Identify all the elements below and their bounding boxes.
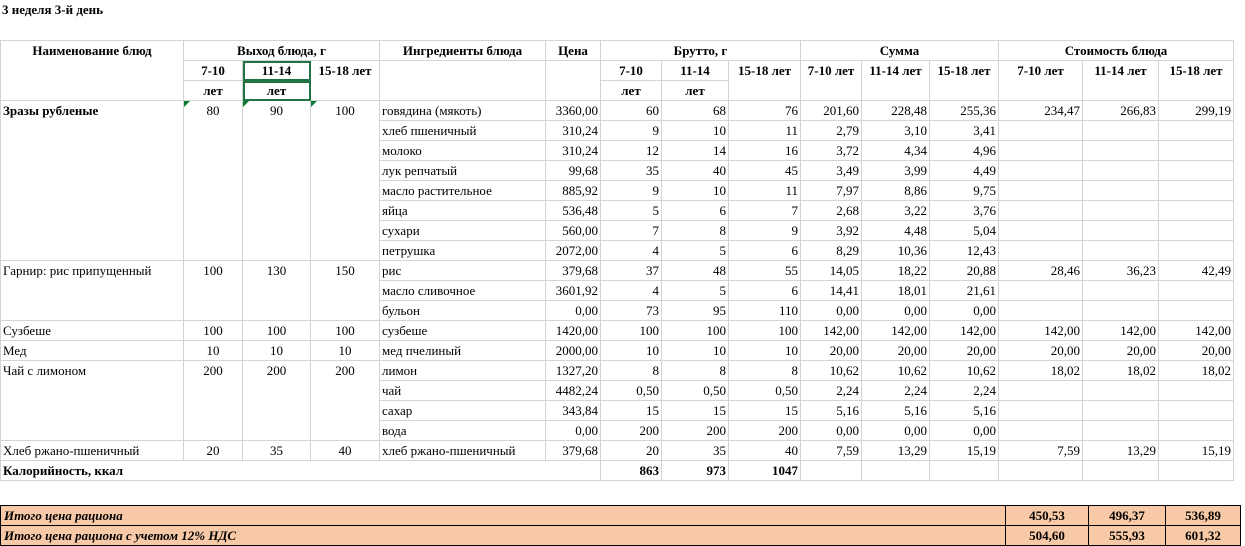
- sum-cell[interactable]: 3,41: [930, 121, 999, 141]
- ingredient-cell[interactable]: чай: [380, 381, 546, 401]
- ingredient-cell[interactable]: бульон: [380, 301, 546, 321]
- sum-cell[interactable]: 5,16: [862, 401, 930, 421]
- gross-cell[interactable]: 7: [729, 201, 801, 221]
- price-cell[interactable]: 379,68: [546, 441, 601, 461]
- gross-cell[interactable]: 100: [601, 321, 662, 341]
- dish-name-cell[interactable]: Чай с лимоном: [1, 361, 184, 441]
- cost-cell[interactable]: [1159, 201, 1234, 221]
- cost-cell[interactable]: 18,02: [999, 361, 1083, 381]
- empty-cell[interactable]: [1083, 461, 1159, 481]
- gross-cell[interactable]: 12: [601, 141, 662, 161]
- header-cost[interactable]: Стоимость блюда: [999, 41, 1234, 61]
- header-sum-age-1[interactable]: 7-10 лет: [801, 61, 862, 101]
- gross-cell[interactable]: 48: [662, 261, 729, 281]
- sum-cell[interactable]: 14,41: [801, 281, 862, 301]
- cost-cell[interactable]: 15,19: [1159, 441, 1234, 461]
- yield-cell[interactable]: 35: [243, 441, 311, 461]
- gross-cell[interactable]: 5: [601, 201, 662, 221]
- sum-cell[interactable]: 8,29: [801, 241, 862, 261]
- ingredient-cell[interactable]: хлеб пшеничный: [380, 121, 546, 141]
- gross-cell[interactable]: 100: [729, 321, 801, 341]
- sum-cell[interactable]: 2,24: [801, 381, 862, 401]
- ingredient-cell[interactable]: вода: [380, 421, 546, 441]
- sum-cell[interactable]: 3,76: [930, 201, 999, 221]
- gross-cell[interactable]: 14: [662, 141, 729, 161]
- yield-cell[interactable]: 100: [311, 321, 380, 341]
- totals-table: [0, 505, 1241, 546]
- sum-cell[interactable]: 2,68: [801, 201, 862, 221]
- empty-cell[interactable]: [999, 461, 1083, 481]
- empty-cell[interactable]: [930, 461, 999, 481]
- total-value-15-18[interactable]: 536,89: [1166, 506, 1241, 526]
- yield-cell[interactable]: 10: [184, 341, 243, 361]
- price-cell[interactable]: 99,68: [546, 161, 601, 181]
- header-gross-age-2-a[interactable]: 11-14: [662, 61, 729, 81]
- gross-cell[interactable]: 10: [662, 181, 729, 201]
- table-row: [1, 101, 1234, 121]
- calories-value[interactable]: 863: [601, 461, 662, 481]
- cost-cell[interactable]: 299,19: [1159, 101, 1234, 121]
- total-vat-value-15-18[interactable]: 601,32: [1166, 526, 1241, 546]
- sum-cell[interactable]: 10,36: [862, 241, 930, 261]
- sum-cell[interactable]: 3,92: [801, 221, 862, 241]
- table-row: [1, 361, 1234, 381]
- sum-cell[interactable]: 10,62: [801, 361, 862, 381]
- cost-cell[interactable]: [999, 241, 1083, 261]
- gross-cell[interactable]: 10: [662, 121, 729, 141]
- sum-cell[interactable]: 8,86: [862, 181, 930, 201]
- sum-cell[interactable]: 4,96: [930, 141, 999, 161]
- total-vat-value-11-14[interactable]: 555,93: [1089, 526, 1166, 546]
- ingredient-cell[interactable]: масло сливочное: [380, 281, 546, 301]
- table-row: [1, 341, 1234, 361]
- empty-cell[interactable]: [801, 461, 862, 481]
- ingredient-cell[interactable]: лук репчатый: [380, 161, 546, 181]
- price-cell[interactable]: 310,24: [546, 121, 601, 141]
- gross-cell[interactable]: 6: [662, 201, 729, 221]
- ingredient-cell[interactable]: говядина (мякоть): [380, 101, 546, 121]
- cost-cell[interactable]: [999, 401, 1083, 421]
- yield-cell[interactable]: 200: [311, 361, 380, 441]
- yield-cell[interactable]: 100: [184, 321, 243, 341]
- gross-cell[interactable]: 6: [729, 241, 801, 261]
- sum-cell[interactable]: 3,72: [801, 141, 862, 161]
- gross-cell[interactable]: 16: [729, 141, 801, 161]
- price-cell[interactable]: 4482,24: [546, 381, 601, 401]
- totals-vat-row: [1, 526, 1241, 546]
- yield-cell[interactable]: 100: [243, 321, 311, 341]
- gross-cell[interactable]: 4: [601, 281, 662, 301]
- gross-cell[interactable]: 0,50: [662, 381, 729, 401]
- header-gross-age-2-b[interactable]: лет: [662, 81, 729, 101]
- cost-cell[interactable]: 234,47: [999, 101, 1083, 121]
- sum-cell[interactable]: 4,49: [930, 161, 999, 181]
- cost-cell[interactable]: [1083, 121, 1159, 141]
- sum-cell[interactable]: 3,22: [862, 201, 930, 221]
- cost-cell[interactable]: [999, 221, 1083, 241]
- gross-cell[interactable]: 8: [662, 361, 729, 381]
- gross-cell[interactable]: 40: [729, 441, 801, 461]
- total-vat-value-7-10[interactable]: 504,60: [1006, 526, 1089, 546]
- sum-cell[interactable]: 2,24: [862, 381, 930, 401]
- sum-cell[interactable]: 142,00: [862, 321, 930, 341]
- cost-cell[interactable]: [1083, 421, 1159, 441]
- sum-cell[interactable]: 7,59: [801, 441, 862, 461]
- cost-cell[interactable]: [1159, 181, 1234, 201]
- header-cost-age-3[interactable]: 15-18 лет: [1159, 61, 1234, 101]
- cost-cell[interactable]: 28,46: [999, 261, 1083, 281]
- gross-cell[interactable]: 10: [729, 341, 801, 361]
- cost-cell[interactable]: [999, 421, 1083, 441]
- cost-cell[interactable]: [1159, 221, 1234, 241]
- sum-cell[interactable]: 10,62: [862, 361, 930, 381]
- gross-cell[interactable]: 37: [601, 261, 662, 281]
- cost-cell[interactable]: [1083, 301, 1159, 321]
- calories-value[interactable]: 973: [662, 461, 729, 481]
- ingredient-cell[interactable]: петрушка: [380, 241, 546, 261]
- ingredient-cell[interactable]: сахар: [380, 401, 546, 421]
- cost-cell[interactable]: 142,00: [1083, 321, 1159, 341]
- gross-cell[interactable]: 7: [601, 221, 662, 241]
- cost-cell[interactable]: 18,02: [1159, 361, 1234, 381]
- ingredient-cell[interactable]: молоко: [380, 141, 546, 161]
- sum-cell[interactable]: 4,48: [862, 221, 930, 241]
- sum-cell[interactable]: 9,75: [930, 181, 999, 201]
- gross-cell[interactable]: 76: [729, 101, 801, 121]
- yield-cell[interactable]: 80: [184, 101, 243, 261]
- cost-cell[interactable]: [1083, 141, 1159, 161]
- price-cell[interactable]: 0,00: [546, 421, 601, 441]
- cost-cell[interactable]: 20,00: [1159, 341, 1234, 361]
- cost-cell[interactable]: [999, 281, 1083, 301]
- gross-cell[interactable]: 11: [729, 181, 801, 201]
- sum-cell[interactable]: 20,88: [930, 261, 999, 281]
- sum-cell[interactable]: 0,00: [862, 421, 930, 441]
- header-dish-name[interactable]: Наименование блюд: [1, 41, 184, 101]
- sum-cell[interactable]: 5,16: [801, 401, 862, 421]
- ingredient-cell[interactable]: сузбеше: [380, 321, 546, 341]
- cost-cell[interactable]: 42,49: [1159, 261, 1234, 281]
- yield-cell[interactable]: 200: [184, 361, 243, 441]
- gross-cell[interactable]: 6: [729, 281, 801, 301]
- price-cell[interactable]: 560,00: [546, 221, 601, 241]
- sum-cell[interactable]: 142,00: [801, 321, 862, 341]
- sum-cell[interactable]: 0,00: [862, 301, 930, 321]
- cost-cell[interactable]: 13,29: [1083, 441, 1159, 461]
- cost-cell[interactable]: [999, 201, 1083, 221]
- gross-cell[interactable]: 68: [662, 101, 729, 121]
- price-cell[interactable]: 0,00: [546, 301, 601, 321]
- sum-cell[interactable]: 14,05: [801, 261, 862, 281]
- gross-cell[interactable]: 15: [662, 401, 729, 421]
- sum-cell[interactable]: 228,48: [862, 101, 930, 121]
- dish-name-cell[interactable]: Сузбеше: [1, 321, 184, 341]
- gross-cell[interactable]: 110: [729, 301, 801, 321]
- cost-cell[interactable]: [1083, 381, 1159, 401]
- header-yield-age-2-b[interactable]: лет: [243, 81, 311, 101]
- sheet-title: 3 неделя 3-й день: [2, 2, 104, 17]
- yield-cell[interactable]: 100: [184, 261, 243, 321]
- sum-cell[interactable]: 13,29: [862, 441, 930, 461]
- calories-row: [1, 461, 1234, 481]
- gross-cell[interactable]: 60: [601, 101, 662, 121]
- dish-name-cell[interactable]: Мед: [1, 341, 184, 361]
- sum-cell[interactable]: 18,01: [862, 281, 930, 301]
- price-cell[interactable]: 1327,20: [546, 361, 601, 381]
- sum-cell[interactable]: 20,00: [801, 341, 862, 361]
- cost-cell[interactable]: [999, 161, 1083, 181]
- header-sum-age-2[interactable]: 11-14 лет: [862, 61, 930, 101]
- sum-cell[interactable]: 201,60: [801, 101, 862, 121]
- cost-cell[interactable]: [1159, 141, 1234, 161]
- cost-cell[interactable]: [999, 141, 1083, 161]
- header-gross[interactable]: Брутто, г: [601, 41, 801, 61]
- price-cell[interactable]: 310,24: [546, 141, 601, 161]
- header-price[interactable]: Цена: [546, 41, 601, 61]
- sum-cell[interactable]: 5,04: [930, 221, 999, 241]
- sum-cell[interactable]: 10,62: [930, 361, 999, 381]
- ingredient-cell[interactable]: хлеб ржано-пшеничный: [380, 441, 546, 461]
- yield-cell[interactable]: 100: [311, 101, 380, 261]
- sum-cell[interactable]: 0,00: [930, 301, 999, 321]
- total-value-11-14[interactable]: 496,37: [1089, 506, 1166, 526]
- header-yield-age-2-a[interactable]: 11-14: [243, 61, 311, 81]
- header-ingredients-blank[interactable]: [380, 61, 546, 101]
- header-cost-age-1[interactable]: 7-10 лет: [999, 61, 1083, 101]
- gross-cell[interactable]: 200: [729, 421, 801, 441]
- ingredient-cell[interactable]: лимон: [380, 361, 546, 381]
- price-cell[interactable]: 2072,00: [546, 241, 601, 261]
- sum-cell[interactable]: 12,43: [930, 241, 999, 261]
- yield-cell[interactable]: 200: [243, 361, 311, 441]
- calories-label[interactable]: Калорийность, ккал: [1, 461, 601, 481]
- cost-cell[interactable]: [1083, 161, 1159, 181]
- sum-cell[interactable]: 5,16: [930, 401, 999, 421]
- cost-cell[interactable]: [1159, 161, 1234, 181]
- yield-cell[interactable]: 20: [184, 441, 243, 461]
- yield-cell[interactable]: 10: [311, 341, 380, 361]
- cost-cell[interactable]: [1083, 241, 1159, 261]
- yield-cell[interactable]: 90: [243, 101, 311, 261]
- gross-cell[interactable]: 55: [729, 261, 801, 281]
- total-label[interactable]: Итого цена рациона: [1, 506, 1006, 526]
- dish-name-cell[interactable]: Хлеб ржано-пшеничный: [1, 441, 184, 461]
- calories-value[interactable]: 1047: [729, 461, 801, 481]
- ingredient-cell[interactable]: мед пчелиный: [380, 341, 546, 361]
- sum-cell[interactable]: 142,00: [930, 321, 999, 341]
- sum-cell[interactable]: 3,49: [801, 161, 862, 181]
- cost-cell[interactable]: [1159, 301, 1234, 321]
- gross-cell[interactable]: 8: [729, 361, 801, 381]
- ingredient-cell[interactable]: яйца: [380, 201, 546, 221]
- sum-cell[interactable]: 20,00: [930, 341, 999, 361]
- cost-cell[interactable]: [999, 121, 1083, 141]
- price-cell[interactable]: 2000,00: [546, 341, 601, 361]
- cost-cell[interactable]: [999, 301, 1083, 321]
- gross-cell[interactable]: 0,50: [729, 381, 801, 401]
- cost-cell[interactable]: [999, 181, 1083, 201]
- header-cost-age-2[interactable]: 11-14 лет: [1083, 61, 1159, 101]
- cost-cell[interactable]: 20,00: [999, 341, 1083, 361]
- gross-cell[interactable]: 11: [729, 121, 801, 141]
- menu-table: [0, 40, 1234, 481]
- header-sum[interactable]: Сумма: [801, 41, 999, 61]
- price-cell[interactable]: 536,48: [546, 201, 601, 221]
- gross-cell[interactable]: 0,50: [601, 381, 662, 401]
- dish-name-cell[interactable]: Зразы рубленые: [1, 101, 184, 261]
- gross-cell[interactable]: 4: [601, 241, 662, 261]
- gross-cell[interactable]: 15: [601, 401, 662, 421]
- gross-cell[interactable]: 8: [662, 221, 729, 241]
- cost-cell[interactable]: [1159, 281, 1234, 301]
- gross-cell[interactable]: 9: [729, 221, 801, 241]
- gross-cell[interactable]: 8: [601, 361, 662, 381]
- ingredient-cell[interactable]: рис: [380, 261, 546, 281]
- cost-cell[interactable]: [1159, 381, 1234, 401]
- cost-cell[interactable]: 7,59: [999, 441, 1083, 461]
- gross-cell[interactable]: 10: [601, 341, 662, 361]
- gross-cell[interactable]: 35: [662, 441, 729, 461]
- price-cell[interactable]: 3360,00: [546, 101, 601, 121]
- gross-cell[interactable]: 200: [662, 421, 729, 441]
- yield-cell[interactable]: 150: [311, 261, 380, 321]
- header-yield-age-3[interactable]: 15-18 лет: [311, 61, 380, 101]
- sum-cell[interactable]: 18,22: [862, 261, 930, 281]
- cost-cell[interactable]: [1083, 401, 1159, 421]
- sum-cell[interactable]: 2,79: [801, 121, 862, 141]
- cost-cell[interactable]: 36,23: [1083, 261, 1159, 281]
- cost-cell[interactable]: [1083, 181, 1159, 201]
- price-cell[interactable]: 1420,00: [546, 321, 601, 341]
- sum-cell[interactable]: 0,00: [801, 301, 862, 321]
- header-gross-age-3[interactable]: 15-18 лет: [729, 61, 801, 101]
- sum-cell[interactable]: 2,24: [930, 381, 999, 401]
- sum-cell[interactable]: 7,97: [801, 181, 862, 201]
- price-cell[interactable]: 885,92: [546, 181, 601, 201]
- gross-cell[interactable]: 5: [662, 281, 729, 301]
- empty-cell[interactable]: [862, 461, 930, 481]
- ingredient-cell[interactable]: масло растительное: [380, 181, 546, 201]
- cost-cell[interactable]: [1083, 281, 1159, 301]
- yield-cell[interactable]: 40: [311, 441, 380, 461]
- gross-cell[interactable]: 15: [729, 401, 801, 421]
- cost-cell[interactable]: 266,83: [1083, 101, 1159, 121]
- cost-cell[interactable]: 18,02: [1083, 361, 1159, 381]
- sum-cell[interactable]: 0,00: [930, 421, 999, 441]
- table-row: [1, 441, 1234, 461]
- empty-cell[interactable]: [1159, 461, 1234, 481]
- sum-cell[interactable]: 15,19: [930, 441, 999, 461]
- sum-cell[interactable]: 3,99: [862, 161, 930, 181]
- gross-cell[interactable]: 95: [662, 301, 729, 321]
- sum-cell[interactable]: 0,00: [801, 421, 862, 441]
- sum-cell[interactable]: 21,61: [930, 281, 999, 301]
- price-cell[interactable]: 379,68: [546, 261, 601, 281]
- gross-cell[interactable]: 100: [662, 321, 729, 341]
- cost-cell[interactable]: [1083, 201, 1159, 221]
- yield-cell[interactable]: 10: [243, 341, 311, 361]
- cost-cell[interactable]: [1159, 421, 1234, 441]
- cost-cell[interactable]: [1159, 401, 1234, 421]
- header-gross-age-1-b[interactable]: лет: [601, 81, 662, 101]
- cost-cell[interactable]: [1159, 241, 1234, 261]
- cost-cell[interactable]: 20,00: [1083, 341, 1159, 361]
- header-yield-age-1-a[interactable]: 7-10: [184, 61, 243, 81]
- gross-cell[interactable]: 35: [601, 161, 662, 181]
- gross-cell[interactable]: 5: [662, 241, 729, 261]
- table-row: [1, 261, 1234, 281]
- gross-cell[interactable]: 200: [601, 421, 662, 441]
- cost-cell[interactable]: 142,00: [999, 321, 1083, 341]
- gross-cell[interactable]: 40: [662, 161, 729, 181]
- cost-cell[interactable]: [1083, 221, 1159, 241]
- cost-cell[interactable]: [1159, 121, 1234, 141]
- cost-cell[interactable]: 142,00: [1159, 321, 1234, 341]
- total-value-7-10[interactable]: 450,53: [1006, 506, 1089, 526]
- gross-cell[interactable]: 9: [601, 181, 662, 201]
- cost-cell[interactable]: [999, 381, 1083, 401]
- sum-cell[interactable]: 20,00: [862, 341, 930, 361]
- header-ingredients[interactable]: Ингредиенты блюда: [380, 41, 546, 61]
- gross-cell[interactable]: 9: [601, 121, 662, 141]
- gross-cell[interactable]: 20: [601, 441, 662, 461]
- table-row: [1, 321, 1234, 341]
- sum-cell[interactable]: 3,10: [862, 121, 930, 141]
- ingredient-cell[interactable]: сухари: [380, 221, 546, 241]
- totals-row: [1, 506, 1241, 526]
- header-yield[interactable]: Выход блюда, г: [184, 41, 380, 61]
- sum-cell[interactable]: 4,34: [862, 141, 930, 161]
- sum-cell[interactable]: 255,36: [930, 101, 999, 121]
- gross-cell[interactable]: 45: [729, 161, 801, 181]
- yield-cell[interactable]: 130: [243, 261, 311, 321]
- header-sum-age-3[interactable]: 15-18 лет: [930, 61, 999, 101]
- price-cell[interactable]: 3601,92: [546, 281, 601, 301]
- gross-cell[interactable]: 10: [662, 341, 729, 361]
- gross-cell[interactable]: 73: [601, 301, 662, 321]
- header-yield-age-1-b[interactable]: лет: [184, 81, 243, 101]
- total-vat-label[interactable]: Итого цена рациона с учетом 12% НДС: [1, 526, 1006, 546]
- header-price-blank[interactable]: [546, 61, 601, 101]
- price-cell[interactable]: 343,84: [546, 401, 601, 421]
- header-gross-age-1-a[interactable]: 7-10: [601, 61, 662, 81]
- dish-name-cell[interactable]: Гарнир: рис припущенный: [1, 261, 184, 321]
